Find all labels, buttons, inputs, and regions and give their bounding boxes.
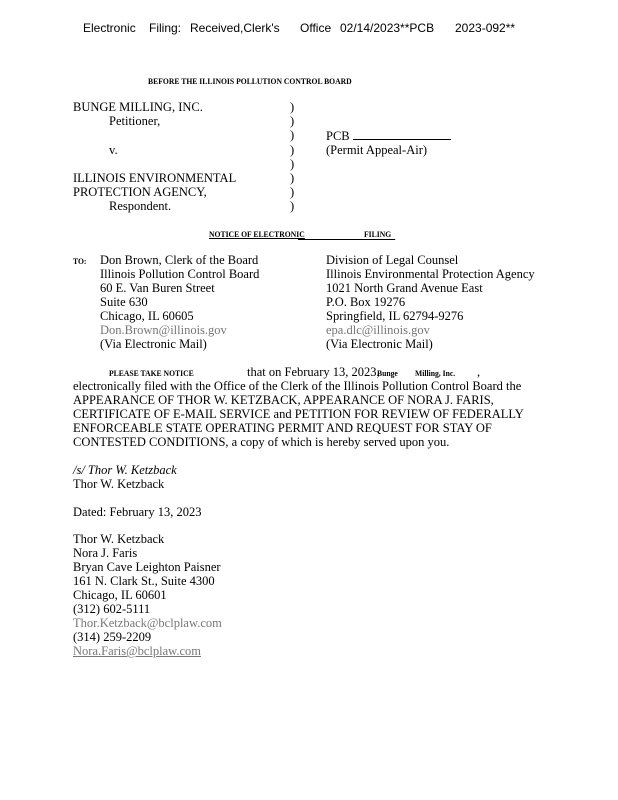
paren: ) — [290, 100, 295, 114]
comma: , — [477, 365, 481, 379]
right-address-line: Springfield, IL 62794-9276 — [326, 309, 464, 323]
milling-word: Milling, Inc. — [415, 368, 456, 378]
that-on-date: that on February 13, 2023, — [247, 365, 380, 379]
notice-title-b: FILING — [364, 229, 392, 239]
pcb-number — [326, 128, 451, 143]
email-link-faris[interactable]: Nora.Faris@bclplaw.com — [73, 644, 202, 658]
pcb-blank-line — [353, 128, 451, 140]
paren: ) — [290, 143, 295, 157]
header-filing: Filing: — [149, 21, 182, 35]
body-line: APPEARANCE OF THOR W. KETZBACK, APPEARANCE OF NORA J. FARIS, — [73, 393, 494, 407]
left-address-line: Suite 630 — [100, 295, 148, 309]
email-link-ketzback[interactable]: Thor.Ketzback@bclplaw.com — [73, 616, 222, 630]
counsel-line: Nora J. Faris — [73, 546, 138, 560]
counsel-line: Thor W. Ketzback — [73, 532, 165, 546]
counsel-phone-2: (314) 259-2209 — [73, 630, 152, 644]
respondent-role: Respondent. — [109, 199, 172, 213]
signature-name: Thor W. Ketzback — [73, 477, 165, 491]
paren: ) — [290, 171, 295, 185]
pcb-label: PCB — [326, 129, 350, 143]
left-address-line: Illinois Pollution Control Board — [100, 267, 260, 281]
body-line: electronically filed with the Office of the Clerk of the Illinois Pollution Control Board the — [73, 379, 522, 393]
permit-label: (Permit Appeal-Air) — [326, 143, 428, 157]
left-address-line: 60 E. Van Buren Street — [100, 281, 215, 295]
signature: /s/ Thor W. Ketzback — [73, 463, 177, 477]
right-address-line: P.O. Box 19276 — [326, 295, 406, 309]
right-address-line: Illinois Environmental Protection Agency — [326, 267, 535, 281]
paren: ) — [290, 114, 295, 128]
right-address-line: (Via Electronic Mail) — [326, 337, 433, 351]
paren: ) — [290, 128, 295, 142]
to-label: TO: — [73, 256, 87, 266]
paren: ) — [290, 199, 295, 213]
respondent-line1: ILLINOIS ENVIRONMENTAL — [73, 171, 237, 185]
counsel-line: (312) 602-5111 — [73, 602, 151, 616]
petitioner-role: Petitioner, — [109, 114, 161, 128]
left-address-line: Don Brown, Clerk of the Board — [100, 253, 259, 267]
petitioner-name: BUNGE MILLING, INC. — [73, 100, 203, 114]
left-address-line: (Via Electronic Mail) — [100, 337, 207, 351]
right-address-line: Division of Legal Counsel — [326, 253, 459, 267]
notice-title-a: NOTICE OF ELECTRONIC — [209, 229, 305, 239]
body-line: CONTESTED CONDITIONS, a copy of which is hereby served upon you. — [73, 435, 450, 449]
versus: v. — [109, 143, 118, 157]
counsel-line: 161 N. Clark St., Suite 4300 — [73, 574, 215, 588]
left-address-line: Chicago, IL 60605 — [100, 309, 194, 323]
board-title: BEFORE THE ILLINOIS POLLUTION CONTROL BOARD — [148, 76, 352, 86]
counsel-line: Chicago, IL 60601 — [73, 588, 167, 602]
header-received: Received,Clerk's — [190, 21, 280, 35]
email-link-epa[interactable]: epa.dlc@illinois.gov — [326, 323, 430, 337]
paren: ) — [290, 157, 295, 171]
dated: Dated: February 13, 2023 — [73, 505, 202, 519]
body-line: ENFORCEABLE STATE OPERATING PERMIT AND REQUEST FOR STAY OF — [73, 421, 492, 435]
body-line: CERTIFICATE OF E-MAIL SERVICE and PETITION FOR REVIEW OF FEDERALLY — [73, 407, 524, 421]
please-take-notice: PLEASE TAKE NOTICE — [109, 368, 194, 378]
bunge-word: Bunge — [377, 368, 398, 378]
respondent-line2: PROTECTION AGENCY, — [73, 185, 207, 199]
header-date-code: 02/14/2023**PCB — [340, 21, 435, 35]
header-case-code: 2023-092** — [455, 21, 516, 35]
right-address-line: 1021 North Grand Avenue East — [326, 281, 483, 295]
counsel-line: Bryan Cave Leighton Paisner — [73, 560, 221, 574]
header-office: Office — [300, 21, 332, 35]
paren: ) — [290, 185, 295, 199]
header-electronic: Electronic — [83, 21, 136, 35]
email-link-don-brown[interactable]: Don.Brown@illinois.gov — [100, 323, 227, 337]
